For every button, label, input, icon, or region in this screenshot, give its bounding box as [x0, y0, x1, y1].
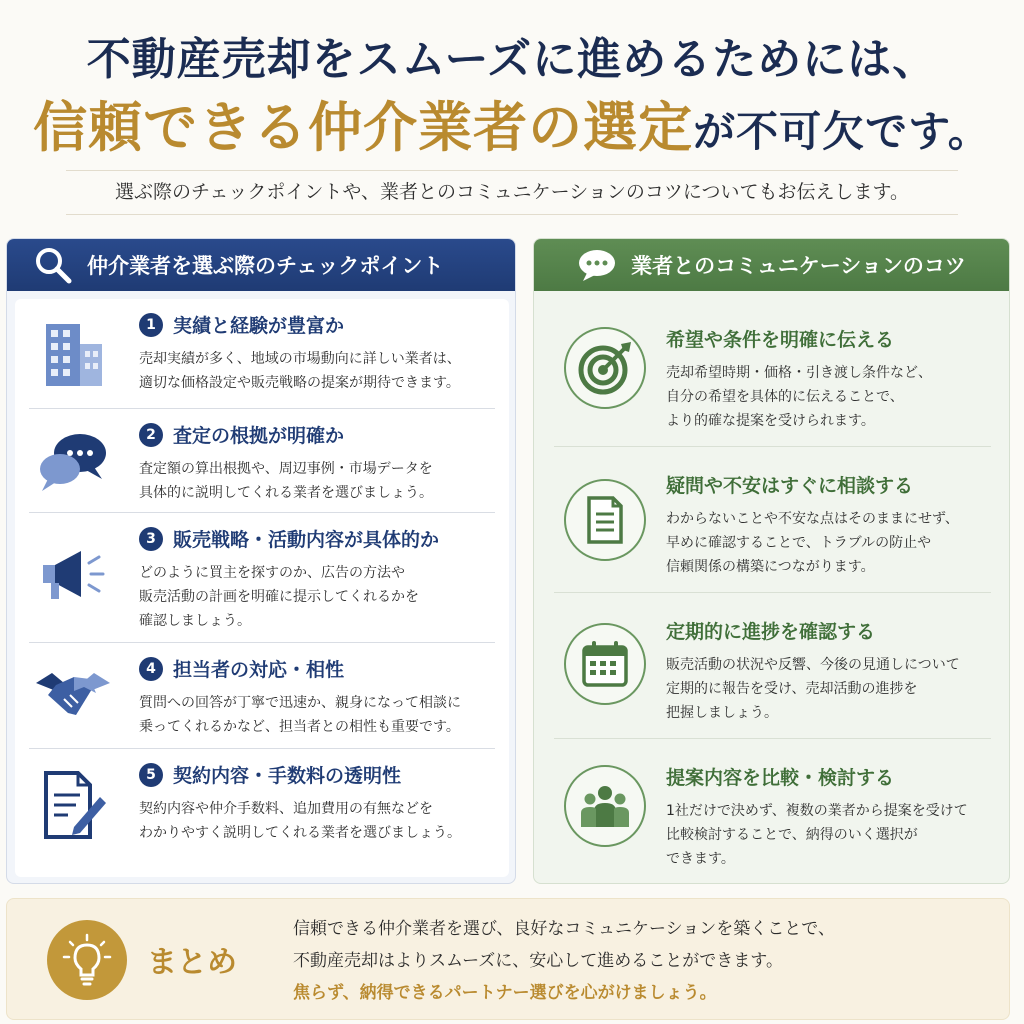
tip-title: 疑問や不安はすぐに相談する	[666, 475, 914, 497]
number-badge: 4	[139, 657, 163, 681]
tip-title: 提案内容を比較・検討する	[666, 767, 895, 789]
hero-divider-top	[66, 170, 958, 171]
building-icon	[33, 313, 113, 393]
megaphone-icon	[33, 535, 113, 615]
hero-title-line1: 不動産売却をスムーズに進めるためには、	[86, 34, 938, 85]
checkpoint-description: 売却実績が多く、地域の市場動向に詳しい業者は、 適切な価格設定や販売戦略の提案が期待できます。	[139, 351, 461, 391]
list-item	[15, 409, 509, 513]
summary-text	[293, 913, 1003, 1009]
checkpoint-description: どのように買主を探すのか、広告の方法や 販売活動の計画を明確に提示してくれるかを 確認しましょう。	[139, 565, 419, 629]
chat-bubbles-icon	[33, 421, 113, 501]
tip-title: 希望や条件を明確に伝える	[666, 329, 895, 351]
hero-title-rest: が不可欠です。	[693, 107, 991, 156]
list-item	[534, 739, 1010, 884]
handshake-icon	[33, 655, 113, 735]
hero-header	[0, 0, 1024, 230]
list-item	[15, 643, 509, 749]
list-item	[534, 291, 1010, 447]
summary-line: 信頼できる仲介業者を選び、良好なコミュニケーションを築くことで、	[293, 919, 835, 939]
summary-title: まとめ	[147, 945, 237, 980]
checkpoint-description: 査定額の算出根拠や、周辺事例・市場データを 具体的に説明してくれる業者を選びましょう。	[139, 461, 433, 501]
tip-description: 1社だけで決めず、複数の業者から提案を受けて 比較検討することで、納得のいく選択が できます。	[666, 803, 968, 867]
list-item	[15, 299, 509, 409]
summary-box	[6, 898, 1010, 1020]
checkpoint-list	[15, 299, 509, 877]
checkpoint-title: 2 査定の根拠が明確か	[139, 421, 344, 448]
checkpoint-title: 5 契約内容・手数料の透明性	[139, 761, 401, 788]
hero-subtitle: 選ぶ際のチェックポイントや、業者とのコミュニケーションのコツについてもお伝えします。	[114, 181, 909, 203]
checkpoint-description: 質問への回答が丁寧で迅速か、親身になって相談に 乗ってくれるかなど、担当者との相性も重要です。	[139, 695, 461, 735]
checkpoint-title: 3 販売戦略・活動内容が具体的か	[139, 525, 439, 552]
target-icon	[564, 327, 646, 409]
summary-highlight: 焦らず、納得できるパートナー選びを心がけましょう。	[293, 983, 717, 1003]
number-badge: 2	[139, 423, 163, 447]
communication-panel	[533, 238, 1010, 884]
hero-title-line2	[0, 92, 1024, 176]
checkpoint-title: 1 実績と経験が豊富か	[139, 311, 344, 338]
number-badge: 3	[139, 527, 163, 551]
tip-description: 販売活動の状況や反響、今後の見通しについて 定期的に報告を受け、売却活動の進捗を 把握しましょう。	[666, 657, 960, 721]
number-badge: 1	[139, 313, 163, 337]
summary-line: 不動産売却はよりスムーズに、安心して進めることができます。	[293, 951, 783, 971]
list-item	[15, 749, 509, 859]
calendar-icon	[564, 623, 646, 705]
list-item	[15, 513, 509, 643]
list-item	[534, 447, 1010, 593]
checkpoint-panel	[6, 238, 516, 884]
tip-description: わからないことや不安な点はそのままにせず、 早めに確認することで、トラブルの防止や 信頼関係の構築につながります。	[666, 511, 959, 575]
checkpoint-panel-header	[7, 239, 515, 291]
tip-description: 売却希望時期・価格・引き渡し条件など、 自分の希望を具体的に伝えることで、 より的確な提案を受けられます。	[666, 365, 932, 429]
hero-title-highlight: 信頼できる仲介業者の選定	[33, 95, 694, 159]
communication-panel-title: 業者とのコミュニケーションのコツ	[631, 254, 966, 278]
document-icon	[564, 479, 646, 561]
communication-panel-header	[534, 239, 1009, 291]
number-badge: 5	[139, 763, 163, 787]
checkpoint-description: 契約内容や仲介手数料、追加費用の有無などを わかりやすく説明してくれる業者を選びましょう。	[139, 801, 461, 841]
contract-pen-icon	[33, 765, 113, 845]
checkpoint-panel-title: 仲介業者を選ぶ際のチェックポイント	[87, 254, 444, 278]
list-item	[534, 593, 1010, 739]
hero-divider-bottom	[66, 214, 958, 215]
speech-bubble-icon	[577, 245, 617, 285]
lightbulb-icon	[47, 920, 127, 1000]
people-group-icon	[564, 765, 646, 847]
tip-title: 定期的に進捗を確認する	[666, 621, 876, 643]
search-icon	[33, 245, 73, 285]
checkpoint-title: 4 担当者の対応・相性	[139, 655, 344, 682]
